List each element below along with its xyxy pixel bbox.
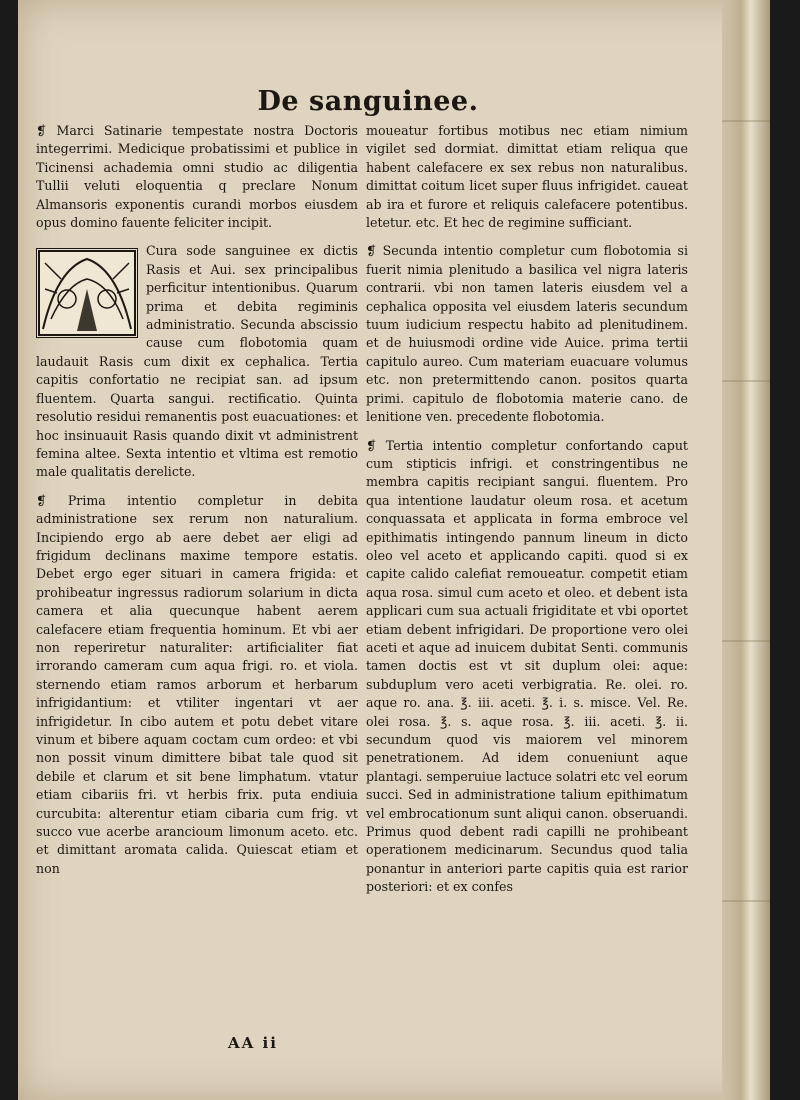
paragraph: ❡ Secunda intentio completur cum flobotomia si fuerit nimia plenitudo a basilica vel nigra lateris contrarii. vbi non tamen lateris eiusdem vel a cephalica opposita vel eiusdem lateris secundum tuum iudicium respectu habito ad plenitudinem. et de huiusmodi ordine vide Auice. prima tertii capitulo aureo. Cum materiam euacuare volumus etc. non pretermittendo canon. positos quarta primi. capitulo de flobotomia materie cano. de lenitione ven. precedente flobotomia. xyxy=(366,243,688,425)
signature-mark: AA ii xyxy=(228,1034,278,1052)
paragraph: ❡ Marci Satinarie tempestate nostra Doctoris integerrimi. Medicique probatissimi et publice in Ticinensi achademia omni studio ac diligentia Tullii veluti eloquentia q preclare Nonum Almansoris exponentis curandi morbos eiusdem opus domino fauente feliciter incipit. xyxy=(36,123,358,231)
woodcut-initial-icon xyxy=(36,248,138,338)
paragraph: moueatur fortibus motibus nec etiam nimium vigilet sed dormiat. dimittat etiam reliqua que habent calefacere ex sex rebus non naturalibus. dimittat coitum licet super fluus infrigidet. caueat ab ira et furore et reliquis calefacere potentibus. letetur. etc. Et hec de regimine sufficiant. xyxy=(366,123,688,231)
book-page xyxy=(18,0,770,1100)
page-gutter xyxy=(722,0,770,1100)
gutter-line xyxy=(722,640,770,642)
paragraph: ❡ Prima intentio completur in debita administratione sex rerum non naturalium. Incipiendo ergo ab aere debet aer eligi ad frigidum declinans maxime tempore estatis. Debet ergo eger situari in camera frigida: et prohibeatur ingressus radiorum solarium in dicta camera et alia quecunque habent aerem calefacere etiam frequentia hominum. Et vbi aer non reperiretur naturaliter: artificialiter fiat irrorando cameram cum aqua frigi. ro. et viola. sternendo etiam ramos arborum et herbarum infrigidantium: et vtiliter ingentari vt aer infrigidetur. In cibo autem et potu debet vitare vinum et bibere aquam coctam cum ordeo: et vbi non possit vinum dimittere bibat tale quod sit debile et clarum et sit bene limphatum. vtatur etiam cibariis fri. vt herbis frix. puta endiuia curcubita: alterentur etiam cibaria cum frig. vt succo vue acerbe arancioum limonum aceto. etc. et dimittant aromata calida. Quiescat etiam et non xyxy=(36,492,358,876)
gutter-line xyxy=(722,120,770,122)
page-heading: De sanguinee. xyxy=(257,86,479,117)
gutter-line xyxy=(722,380,770,382)
left-column xyxy=(36,122,358,888)
right-column xyxy=(366,122,688,907)
paragraph: Cura sode sanguinee ex dictis Rasis et Aui. sex principalibus perficitur intentionibus. Quarum prima et debita regiminis administratio. Secunda abscissio cause cum flobotomia quam laudauit Rasis cum dixit ex cephalica. Tertia capitis confortatio ne recipiat san. ad ipsum fluentem. Quarta sangui. rectificatio. Quinta resolutio residui remanentis post euacuationes: et hoc insinuauit Rasis quando dixit vt administrent femina altee. Sexta intentio et vltima est remotio male qualitatis derelicte. xyxy=(36,243,358,480)
paragraph: ❡ Tertia intentio completur confortando caput cum stipticis infrigi. et constringentibus ne membra capitis recipiant sangui. fluentem. Pro qua intentione laudatur oleum rosa. et acetum conquassata et applicata in forma embroce vel epithimatis intingendo pannum lineum in dicto oleo vel aceto et applicando capiti. quod si ex capite calido calefiat remoueatur. competit etiam aqua rosa. simul cum aceto et oleo. et debent ista applicari cum sua actuali frigiditate et vbi oportet etiam debent infrigidari. De proportione vero olei aceti et aque ad inuicem dubitat Senti. communis tamen doctis est vt sit duplum olei: aque: subduplum vero aceti verbigratia. Re. olei. ro. aque ro. ana. ℥. iii. aceti. ℥. i. s. misce. Vel. Re. olei rosa. ℥. s. aque rosa. ℥. iii. aceti. ℥. ii. secundum quod vis maiorem vel minorem penetrationem. Ad idem conueniunt aque plantagi. semperuiue lactuce solatri etc vel eorum succi. Sed in administratione talium epithimatum vel embrocationum sunt aliqui canon. obseruandi. Primus quod debent radi capilli ne prohibeant operationem medicinarum. Secundus quod talia ponantur in anteriori parte capitis quia est rarior posteriori: et ex confes xyxy=(366,437,688,895)
woodcut-paragraph xyxy=(36,242,358,481)
gutter-line xyxy=(722,900,770,902)
